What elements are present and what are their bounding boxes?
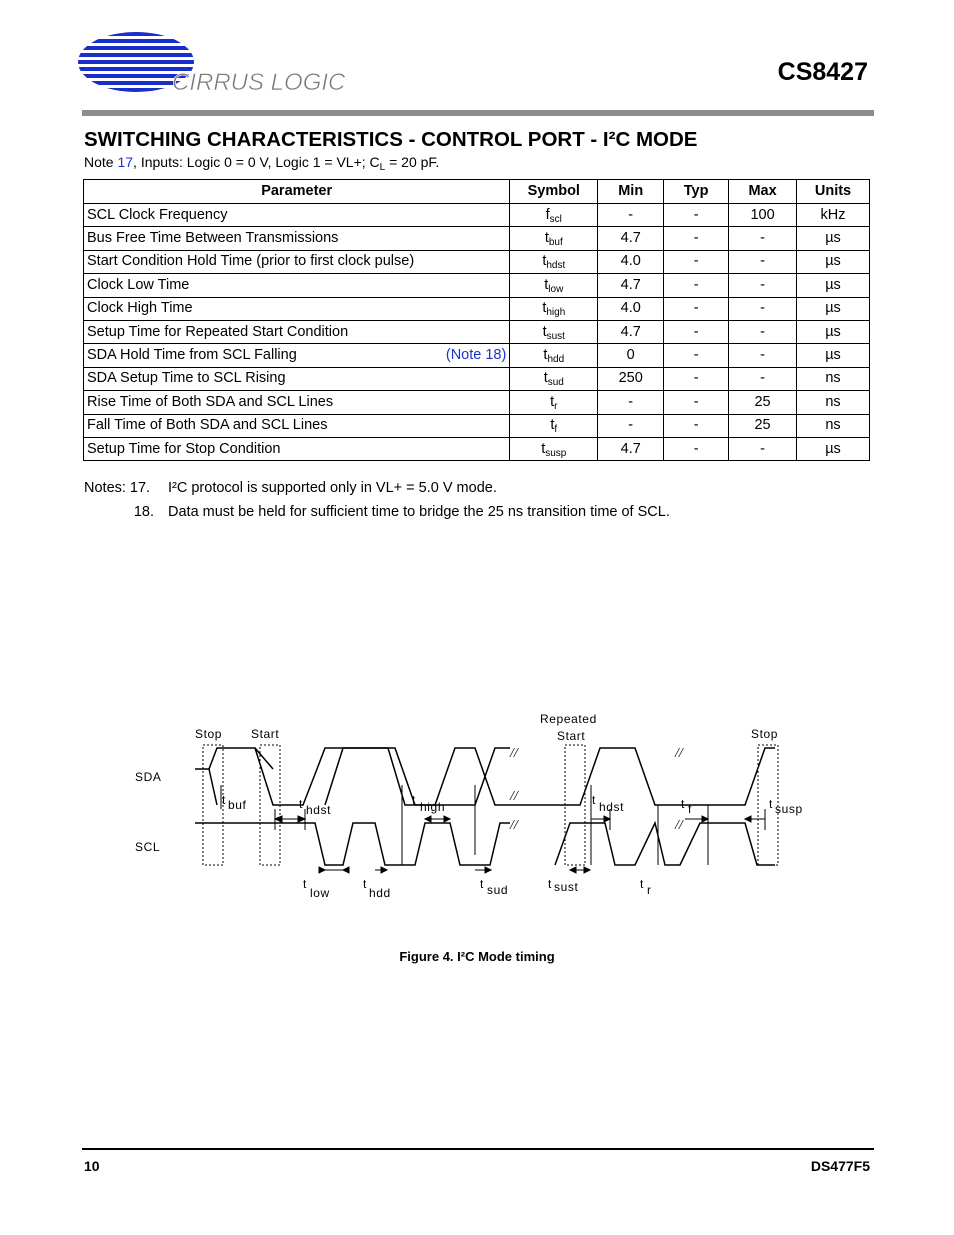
part-number: CS8427 (777, 58, 868, 86)
header-max: Max (729, 180, 797, 204)
table-row (84, 297, 870, 320)
note-text: , Inputs: Logic 0 = 0 V, Logic 1 = VL+; C (133, 154, 380, 170)
repeated-label: Repeated (540, 712, 597, 726)
typ-cell: - (664, 227, 729, 250)
header-symbol: Symbol (510, 180, 598, 204)
symbol-subscript: low (548, 283, 564, 295)
symbol-subscript: r (554, 400, 558, 412)
conditions-note (84, 154, 440, 173)
section-title: SWITCHING CHARACTERISTICS - CONTROL PORT - I²C MODE (84, 128, 698, 151)
t-high-sub: high (420, 800, 446, 814)
symbol-subscript: buf (548, 237, 563, 249)
max-cell: 100 (729, 204, 797, 227)
table-row (84, 320, 870, 343)
table-row (84, 391, 870, 414)
t-susp-t: t (769, 797, 773, 811)
units-cell: ns (797, 391, 870, 414)
svg-text://: // (510, 818, 518, 833)
symbol-cell (510, 250, 598, 273)
symbol-letter: f (545, 206, 550, 223)
parameter-text: Setup Time for Repeated Start Condition (87, 323, 349, 340)
typ-cell: - (664, 344, 729, 367)
parameter-text: Setup Time for Stop Condition (87, 440, 281, 457)
max-cell: - (729, 274, 797, 297)
symbol-cell (510, 320, 598, 343)
t-low-t: t (303, 877, 307, 891)
header-rule (82, 110, 874, 116)
i2c-timing-diagram (125, 705, 825, 905)
scl-waveform (195, 823, 510, 865)
typ-cell: - (664, 204, 729, 227)
table-row (84, 274, 870, 297)
symbol-subscript: sud (547, 377, 564, 389)
t-low-sub: low (310, 886, 330, 900)
t-susp-sub: susp (775, 802, 803, 816)
note-17-link[interactable]: 17 (117, 154, 134, 170)
symbol-subscript: hdd (547, 354, 565, 366)
parameter-cell (84, 344, 510, 367)
note-prefix: Note (84, 154, 118, 170)
min-cell: 4.0 (598, 297, 664, 320)
symbol-subscript: susp (545, 447, 567, 459)
units-cell: ns (797, 414, 870, 437)
typ-cell: - (664, 297, 729, 320)
symbol-letter: t (550, 393, 555, 410)
t-hdd-t: t (363, 877, 367, 891)
typ-cell: - (664, 274, 729, 297)
symbol-cell (510, 204, 598, 227)
min-cell: 4.7 (598, 437, 664, 460)
parameter-text: Bus Free Time Between Transmissions (87, 230, 339, 247)
typ-cell: - (664, 437, 729, 460)
symbol-letter: t (542, 300, 547, 317)
parameter-cell (84, 227, 510, 250)
parameter-text: Clock Low Time (87, 276, 190, 293)
table-row (84, 250, 870, 273)
parameter-text: Start Condition Hold Time (prior to first clock pulse) (87, 253, 415, 270)
table-row (84, 204, 870, 227)
max-cell: 25 (729, 414, 797, 437)
units-cell: µs (797, 274, 870, 297)
max-cell: - (729, 437, 797, 460)
typ-cell: - (664, 391, 729, 414)
max-cell: - (729, 250, 797, 273)
header-parameter: Parameter (84, 180, 510, 204)
page-number: 10 (84, 1158, 100, 1174)
parameter-cell (84, 204, 510, 227)
symbol-subscript: sust (546, 330, 565, 342)
t-buf-sub: buf (228, 798, 247, 812)
notes-block (84, 476, 670, 524)
symbol-cell (510, 297, 598, 320)
t-r-sub: r (647, 883, 652, 897)
t-sust-t: t (548, 877, 552, 891)
t-sud-t: t (480, 877, 484, 891)
sda-waveform-d (325, 748, 510, 805)
units-cell: µs (797, 320, 870, 343)
stop-box (203, 745, 223, 865)
note-text: I²C protocol is supported only in VL+ = 5.0 V mode. (168, 480, 497, 496)
logo-wordmark: CIRRUS LOGIC (172, 69, 346, 96)
typ-cell: - (664, 367, 729, 390)
typ-cell: - (664, 414, 729, 437)
symbol-cell (510, 274, 598, 297)
typ-cell: - (664, 250, 729, 273)
parameter-cell (84, 391, 510, 414)
t-f-t: t (681, 797, 685, 811)
max-cell: - (729, 227, 797, 250)
note-17 (84, 476, 670, 500)
symbol-cell (510, 437, 598, 460)
units-cell: µs (797, 227, 870, 250)
t-r-t: t (640, 877, 644, 891)
stop-label: Stop (195, 727, 223, 741)
sda-waveform-b (209, 769, 217, 805)
symbol-letter: t (543, 370, 548, 387)
symbol-letter: t (543, 347, 548, 364)
t-f-sub: f (688, 802, 692, 816)
note-lead: 18. (133, 504, 154, 520)
t-hdst-sub: hdst (306, 803, 332, 817)
footer-rule (82, 1148, 874, 1150)
t-hdst2-sub: hdst (599, 800, 625, 814)
min-cell: 4.0 (598, 250, 664, 273)
symbol-letter: t (544, 276, 549, 293)
table-row (84, 227, 870, 250)
symbol-letter: t (542, 253, 547, 270)
svg-text://: // (510, 789, 518, 804)
units-cell: µs (797, 250, 870, 273)
max-cell: - (729, 344, 797, 367)
symbol-cell (510, 367, 598, 390)
max-cell: - (729, 320, 797, 343)
stop-label-2: Stop (751, 727, 779, 741)
max-cell: - (729, 297, 797, 320)
parameter-text: Fall Time of Both SDA and SCL Lines (87, 417, 328, 434)
repeated-start-label: Start (557, 729, 586, 743)
t-hdd-sub: hdd (369, 886, 391, 900)
sda-label: SDA (135, 770, 162, 784)
min-cell: - (598, 204, 664, 227)
header-units: Units (797, 180, 870, 204)
parameter-text: SDA Hold Time from SCL Falling (87, 347, 297, 364)
t-hdst2-t: t (592, 793, 596, 807)
units-cell: µs (797, 297, 870, 320)
t-high-t: t (412, 793, 416, 807)
min-cell: 0 (598, 344, 664, 367)
parameter-note-link[interactable]: (Note 18) (445, 347, 507, 364)
parameter-cell (84, 274, 510, 297)
switching-characteristics-table (83, 179, 870, 461)
header-min: Min (598, 180, 664, 204)
symbol-subscript: high (546, 307, 566, 319)
table-header-row (84, 180, 870, 204)
parameter-text: SDA Setup Time to SCL Rising (87, 370, 286, 387)
cirrus-logic-logo (76, 30, 356, 100)
typ-cell: - (664, 320, 729, 343)
parameter-cell (84, 437, 510, 460)
symbol-letter: t (550, 417, 555, 434)
units-cell: µs (797, 437, 870, 460)
min-cell: - (598, 414, 664, 437)
parameter-cell (84, 320, 510, 343)
units-cell: kHz (797, 204, 870, 227)
scl-label: SCL (135, 840, 161, 854)
parameter-cell (84, 414, 510, 437)
t-sust-sub: sust (554, 880, 579, 894)
note-18 (84, 500, 670, 524)
min-cell: 250 (598, 367, 664, 390)
note-subscript: L (379, 162, 386, 173)
symbol-letter: t (542, 323, 547, 340)
table-row (84, 437, 870, 460)
symbol-cell (510, 227, 598, 250)
t-buf-t: t (222, 793, 226, 807)
document-id: DS477F5 (810, 1158, 870, 1174)
parameter-text: SCL Clock Frequency (87, 206, 228, 223)
table-row (84, 344, 870, 367)
symbol-cell (510, 344, 598, 367)
table-row (84, 414, 870, 437)
note-lead: Notes: 17. (84, 480, 151, 496)
symbol-cell (510, 391, 598, 414)
symbol-subscript: hdst (546, 260, 566, 272)
table-row (84, 367, 870, 390)
svg-text://: // (675, 818, 683, 833)
parameter-cell (84, 250, 510, 273)
symbol-subscript: f (554, 424, 558, 436)
symbol-letter: t (541, 440, 546, 457)
min-cell: 4.7 (598, 227, 664, 250)
header-typ: Typ (664, 180, 729, 204)
max-cell: 25 (729, 391, 797, 414)
svg-text://: // (510, 746, 518, 761)
t-sud-sub: sud (487, 883, 509, 897)
t-hdst-t: t (299, 797, 303, 811)
symbol-letter: t (544, 230, 549, 247)
start-label: Start (251, 727, 280, 741)
min-cell: - (598, 391, 664, 414)
units-cell: ns (797, 367, 870, 390)
note-tail: = 20 pF. (385, 154, 440, 170)
figure-caption: Figure 4. I²C Mode timing (399, 949, 555, 964)
min-cell: 4.7 (598, 320, 664, 343)
symbol-subscript: scl (549, 213, 562, 225)
svg-text://: // (675, 746, 683, 761)
note-text: Data must be held for sufficient time to bridge the 25 ns transition time of SCL. (168, 504, 670, 520)
parameter-cell (84, 297, 510, 320)
parameter-cell (84, 367, 510, 390)
max-cell: - (729, 367, 797, 390)
min-cell: 4.7 (598, 274, 664, 297)
scl-waveform-b (555, 823, 775, 865)
parameter-text: Rise Time of Both SDA and SCL Lines (87, 393, 334, 410)
symbol-cell (510, 414, 598, 437)
units-cell: µs (797, 344, 870, 367)
parameter-text: Clock High Time (87, 300, 193, 317)
